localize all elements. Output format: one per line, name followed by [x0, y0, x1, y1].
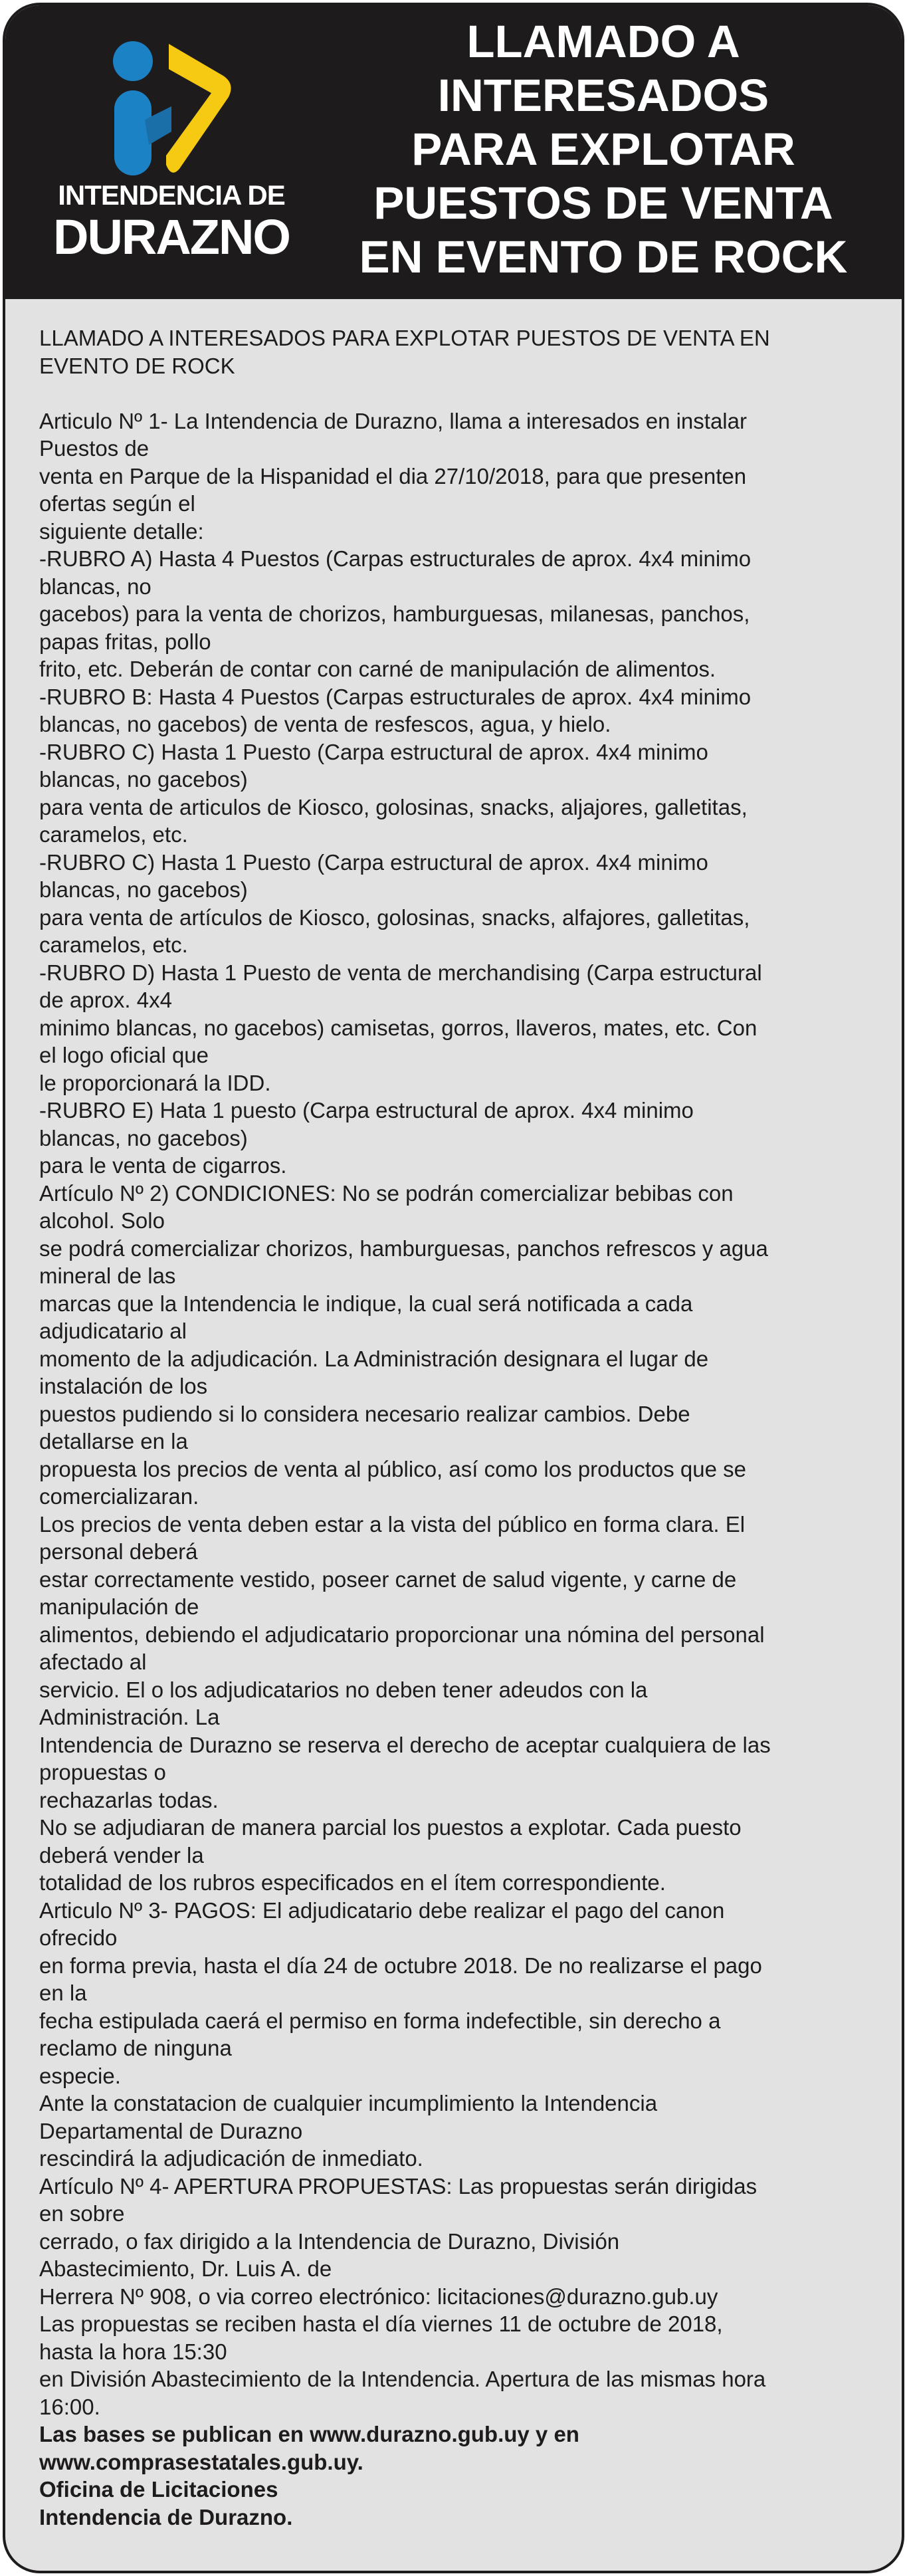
body-line: alimentos, debiendo el adjudicatario proporcionar una nómina del personal — [39, 1622, 765, 1647]
notice-card — [3, 3, 904, 2573]
body-text — [39, 407, 876, 2421]
body-line: -RUBRO D) Hasta 1 Puesto de venta de merchandising (Carpa estructural — [39, 960, 762, 985]
body-line: -RUBRO B: Hasta 4 Puestos (Carpas estructurales de aprox. 4x4 minimo — [39, 684, 752, 709]
body-line: Ante la constatacion de cualquier incumplimiento la Intendencia — [39, 2091, 658, 2115]
logo-text-line1: INTENDENCIA DE — [58, 179, 285, 211]
body-line: se podrá comercializar chorizos, hamburguesas, panchos refrescos y agua — [39, 1235, 768, 1261]
body-line: en forma previa, hasta el día 24 de octubre 2018. De no realizarse el pago — [39, 1953, 762, 1978]
body-line: momento de la adjudicación. La Administración designara el lugar de — [39, 1346, 709, 1371]
body-line: totalidad de los rubros especificados en el ítem correspondiente. — [39, 1870, 666, 1895]
body-line: de aprox. 4x4 — [39, 988, 172, 1012]
body-line: Intendencia de Durazno se reserva el derecho de aceptar cualquiera de las — [39, 1732, 771, 1757]
body-line: rechazarlas todas. — [39, 1787, 219, 1812]
logo-mark-icon — [105, 32, 238, 178]
body-line: fecha estipulada caerá el permiso en forma indefectible, sin derecho a — [39, 2008, 721, 2033]
body-line: mineral de las — [39, 1263, 176, 1288]
body-line: -RUBRO C) Hasta 1 Puesto (Carpa estructural de aprox. 4x4 minimo — [39, 739, 708, 764]
body-line: comercializaran. — [39, 1484, 199, 1509]
body-line: siguiente detalle: — [39, 518, 204, 544]
body-line: minimo blancas, no gacebos) camisetas, gorros, llaveros, mates, etc. Con — [39, 1015, 757, 1040]
body-line: rescindirá la adjudicación de inmediato. — [39, 2146, 423, 2171]
body-line: blancas, no — [39, 574, 151, 599]
body-line: ofrecido — [39, 1925, 118, 1950]
body-line: puestos pudiendo si lo considera necesario realizar cambios. Debe — [39, 1401, 690, 1426]
body-line: afectado al — [39, 1650, 147, 1674]
title-line: LLAMADO A — [466, 16, 740, 67]
body-line: propuestas o — [39, 1760, 166, 1784]
body-line: en sobre — [39, 2201, 125, 2226]
body-line: caramelos, etc. — [39, 822, 188, 847]
body-line: reclamo de ninguna — [39, 2036, 232, 2060]
body-line: Las propuestas se reciben hasta el día viernes 11 de octubre de 2018, — [39, 2311, 723, 2336]
body-line: para le venta de cigarros. — [39, 1153, 287, 1178]
body-line: -RUBRO C) Hasta 1 Puesto (Carpa estructural de aprox. 4x4 minimo — [39, 849, 708, 875]
body-line: alcohol. Solo — [39, 1208, 165, 1233]
body-line: ofertas según el — [39, 491, 195, 516]
body-line: manipulación de — [39, 1594, 199, 1619]
body-line: Administración. La — [39, 1705, 220, 1729]
title-line: INTERESADOS — [437, 70, 769, 121]
logo-text-line2: DURAZNO — [53, 209, 290, 265]
body-line: le proporcionará la IDD. — [39, 1070, 271, 1095]
title-line: PUESTOS DE VENTA — [373, 177, 833, 229]
footer-line: Oficina de Licitaciones — [39, 2477, 278, 2502]
body-line: propuesta los precios de venta al público, así como los productos que se — [39, 1456, 746, 1481]
body-line: adjudicatario al — [39, 1319, 187, 1343]
title-line: EN EVENTO DE ROCK — [359, 231, 848, 282]
body-line: para venta de artículos de Kiosco, golosinas, snacks, alfajores, galletitas, — [39, 905, 750, 930]
body-line: Herrera Nº 908, o via correo electrónico: licitaciones@durazno.gub.uy — [39, 2284, 718, 2309]
header-banner — [5, 5, 902, 299]
body-line: Puestos de — [39, 436, 150, 461]
body-line: para venta de articulos de Kiosco, golosinas, snacks, aljajores, galletitas, — [39, 794, 748, 819]
body-line: detallarse en la — [39, 1429, 188, 1453]
title-line: PARA EXPLOTAR — [411, 124, 795, 175]
body-line: gacebos) para la venta de chorizos, hamburguesas, milanesas, panchos, — [39, 601, 750, 626]
body-line: frito, etc. Deberán de contar con carné de manipulación de alimentos. — [39, 657, 716, 681]
body-line: blancas, no gacebos) de venta de resfescos, agua, y hielo. — [39, 712, 611, 736]
body-line: servicio. El o los adjudicatarios no deben tener adeudos con la — [39, 1677, 648, 1702]
body-line: instalación de los — [39, 1374, 208, 1398]
heading-line: LLAMADO A INTERESADOS PARA EXPLOTAR PUESTOS DE VENTA EN — [39, 326, 770, 350]
body-line: caramelos, etc. — [39, 932, 188, 957]
body-line: Articulo Nº 3- PAGOS: El adjudicatario debe realizar el pago del canon — [39, 1897, 725, 1923]
body-line: blancas, no gacebos) — [39, 877, 248, 902]
paragraph-gap — [39, 379, 876, 407]
body-line: en la — [39, 1981, 87, 2005]
body-line: personal deberá — [39, 1539, 198, 1564]
footer-line: Intendencia de Durazno. — [39, 2504, 293, 2529]
page-title — [311, 15, 896, 284]
body-line: Articulo Nº 1- La Intendencia de Durazno, llama a interesados en instalar — [39, 408, 747, 433]
body-line: en División Abastecimiento de la Intendencia. Apertura de las mismas hora — [39, 2367, 766, 2391]
body-line: -RUBRO A) Hasta 4 Puestos (Carpas estructurales de aprox. 4x4 minimo — [39, 546, 752, 571]
footer-line: www.comprasestatales.gub.uy. — [39, 2449, 363, 2474]
footer-text — [39, 2420, 876, 2531]
body-line: venta en Parque de la Hispanidad el dia 27/10/2018, para que presenten — [39, 463, 747, 488]
body-line: blancas, no gacebos) — [39, 767, 248, 792]
body-line: deberá vender la — [39, 1842, 204, 1868]
notice-body — [39, 324, 876, 2531]
body-line: Artículo Nº 2) CONDICIONES: No se podrán comercializar bebibas con — [39, 1180, 734, 1206]
footer-line: Las bases se publican en www.durazno.gub.uy y en — [39, 2422, 579, 2446]
body-line: Artículo Nº 4- APERTURA PROPUESTAS: Las propuestas serán dirigidas — [39, 2173, 757, 2199]
body-line: especie. — [39, 2063, 121, 2088]
body-line: Los precios de venta deben estar a la vista del público en forma clara. El — [39, 1511, 746, 1537]
body-line: marcas que la Intendencia le indique, la cual será notificada a cada — [39, 1291, 693, 1316]
body-line: cerrado, o fax dirigido a la Intendencia de Durazno, División — [39, 2228, 620, 2254]
body-line: 16:00. — [39, 2394, 100, 2419]
body-line: blancas, no gacebos) — [39, 1125, 248, 1150]
body-line: -RUBRO E) Hata 1 puesto (Carpa estructural de aprox. 4x4 minimo — [39, 1098, 694, 1123]
body-line: Abastecimiento, Dr. Luis A. de — [39, 2256, 332, 2281]
body-line: hasta la hora 15:30 — [39, 2339, 227, 2364]
body-line: No se adjudiaran de manera parcial los puestos a explotar. Cada puesto — [39, 1815, 742, 1840]
body-line: el logo oficial que — [39, 1043, 209, 1067]
heading-line: EVENTO DE ROCK — [39, 353, 235, 378]
body-line: estar correctamente vestido, poseer carnet de salud vigente, y carne de — [39, 1566, 737, 1592]
body-line: papas fritas, pollo — [39, 629, 211, 654]
intendencia-logo — [52, 32, 291, 265]
body-line: Departamental de Durazno — [39, 2118, 303, 2143]
